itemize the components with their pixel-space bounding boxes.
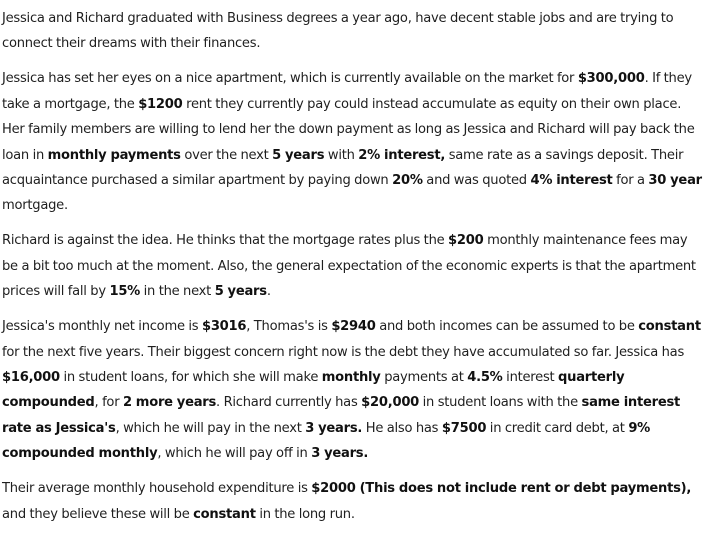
text-run: for a: [612, 173, 649, 189]
text-run: and both incomes can be assumed to be: [375, 319, 639, 335]
text-run: .: [266, 284, 271, 300]
text-run: with: [324, 147, 359, 163]
text-run: and was quoted: [422, 173, 531, 189]
text-run: . If they take a mortgage, the: [2, 71, 692, 112]
paragraph-apartment: [2, 66, 702, 218]
text-run: He also has: [362, 420, 442, 436]
bold-text-run: 5 years: [214, 284, 267, 300]
text-run: rent they currently pay could instead accumulate as equity on their own place. Her family members are willing to lend her the down payment as long as Jessica and Richard will pay back the loan in: [2, 96, 695, 163]
bold-text-run: $3016: [201, 319, 247, 335]
text-run: in the long run.: [255, 506, 355, 522]
bold-text-run: quarterly compounded: [2, 370, 625, 411]
text-run: interest: [502, 370, 559, 386]
text-run: , for: [94, 395, 123, 411]
text-run: over the next: [180, 147, 273, 163]
bold-text-run: 3 years.: [311, 446, 369, 462]
bold-text-run: 4% interest: [530, 173, 613, 189]
text-run: . Richard currently has: [216, 395, 362, 411]
bold-text-run: $16,000: [2, 370, 60, 386]
text-run: Jessica's monthly net income is: [2, 319, 202, 335]
bold-text-run: monthly payments: [47, 147, 181, 163]
document-body: [2, 6, 702, 537]
bold-text-run: $200: [448, 233, 484, 249]
bold-text-run: $300,000: [577, 71, 645, 87]
bold-text-run: constant: [638, 319, 701, 335]
bold-text-run: 2 more years: [122, 395, 217, 411]
text-run: Jessica has set her eyes on a nice apartment, which is currently available on the market for: [2, 71, 578, 87]
bold-text-run: 20%: [392, 173, 423, 189]
paragraph-income-debt: [2, 314, 702, 466]
text-run: in credit card debt, at: [486, 420, 629, 436]
paragraph-expenditure: [2, 476, 702, 527]
text-run: monthly maintenance fees may be a bit too much at the moment. Also, the general expectation of the economic experts is that the apartment prices will fall by: [2, 233, 696, 300]
text-run: Jessica and Richard graduated with Business degrees a year ago, have decent stable jobs and are trying to connect their dreams with their finances.: [2, 11, 674, 52]
bold-text-run: 15%: [109, 284, 141, 300]
text-run: Their average monthly household expenditure is: [2, 481, 312, 497]
text-run: in the next: [140, 284, 215, 300]
text-run: payments at: [380, 370, 468, 386]
bold-text-run: 2% interest,: [358, 147, 446, 163]
text-run: in student loans, for which she will make: [59, 370, 322, 386]
text-run: in student loans with the: [419, 395, 582, 411]
bold-text-run: $1200: [138, 96, 183, 112]
text-run: mortgage.: [2, 198, 68, 214]
text-run: , Thomas's is: [246, 319, 332, 335]
text-run: Richard is against the idea. He thinks that the mortgage rates plus the: [2, 233, 449, 249]
bold-text-run: $2940: [331, 319, 376, 335]
bold-text-run: 5 years: [272, 147, 325, 163]
bold-text-run: 9% compounded monthly: [2, 420, 651, 462]
text-run: for the next five years. Their biggest concern right now is the debt they have accumulated so far. Jessica has: [2, 344, 685, 360]
text-run: same rate as a savings deposit. Their acquaintance purchased a similar apartment by paying down: [2, 147, 684, 189]
paragraph-richard-concerns: [2, 228, 702, 304]
bold-text-run: monthly: [321, 370, 381, 386]
bold-text-run: $7500: [441, 420, 487, 436]
bold-text-run: same interest rate as Jessica's: [2, 395, 681, 436]
bold-text-run: 4.5%: [467, 370, 503, 386]
bold-text-run: $2000 (This does not include rent or debt payments),: [311, 481, 692, 497]
bold-text-run: $20,000: [361, 395, 420, 411]
text-run: and they believe these will be: [2, 506, 194, 522]
text-run: , which he will pay off in: [157, 446, 312, 462]
bold-text-run: constant: [193, 506, 256, 522]
paragraph-intro: [2, 6, 702, 57]
bold-text-run: 30 year: [648, 173, 702, 189]
text-run: , which he will pay in the next: [115, 420, 306, 436]
bold-text-run: 3 years.: [305, 420, 363, 436]
